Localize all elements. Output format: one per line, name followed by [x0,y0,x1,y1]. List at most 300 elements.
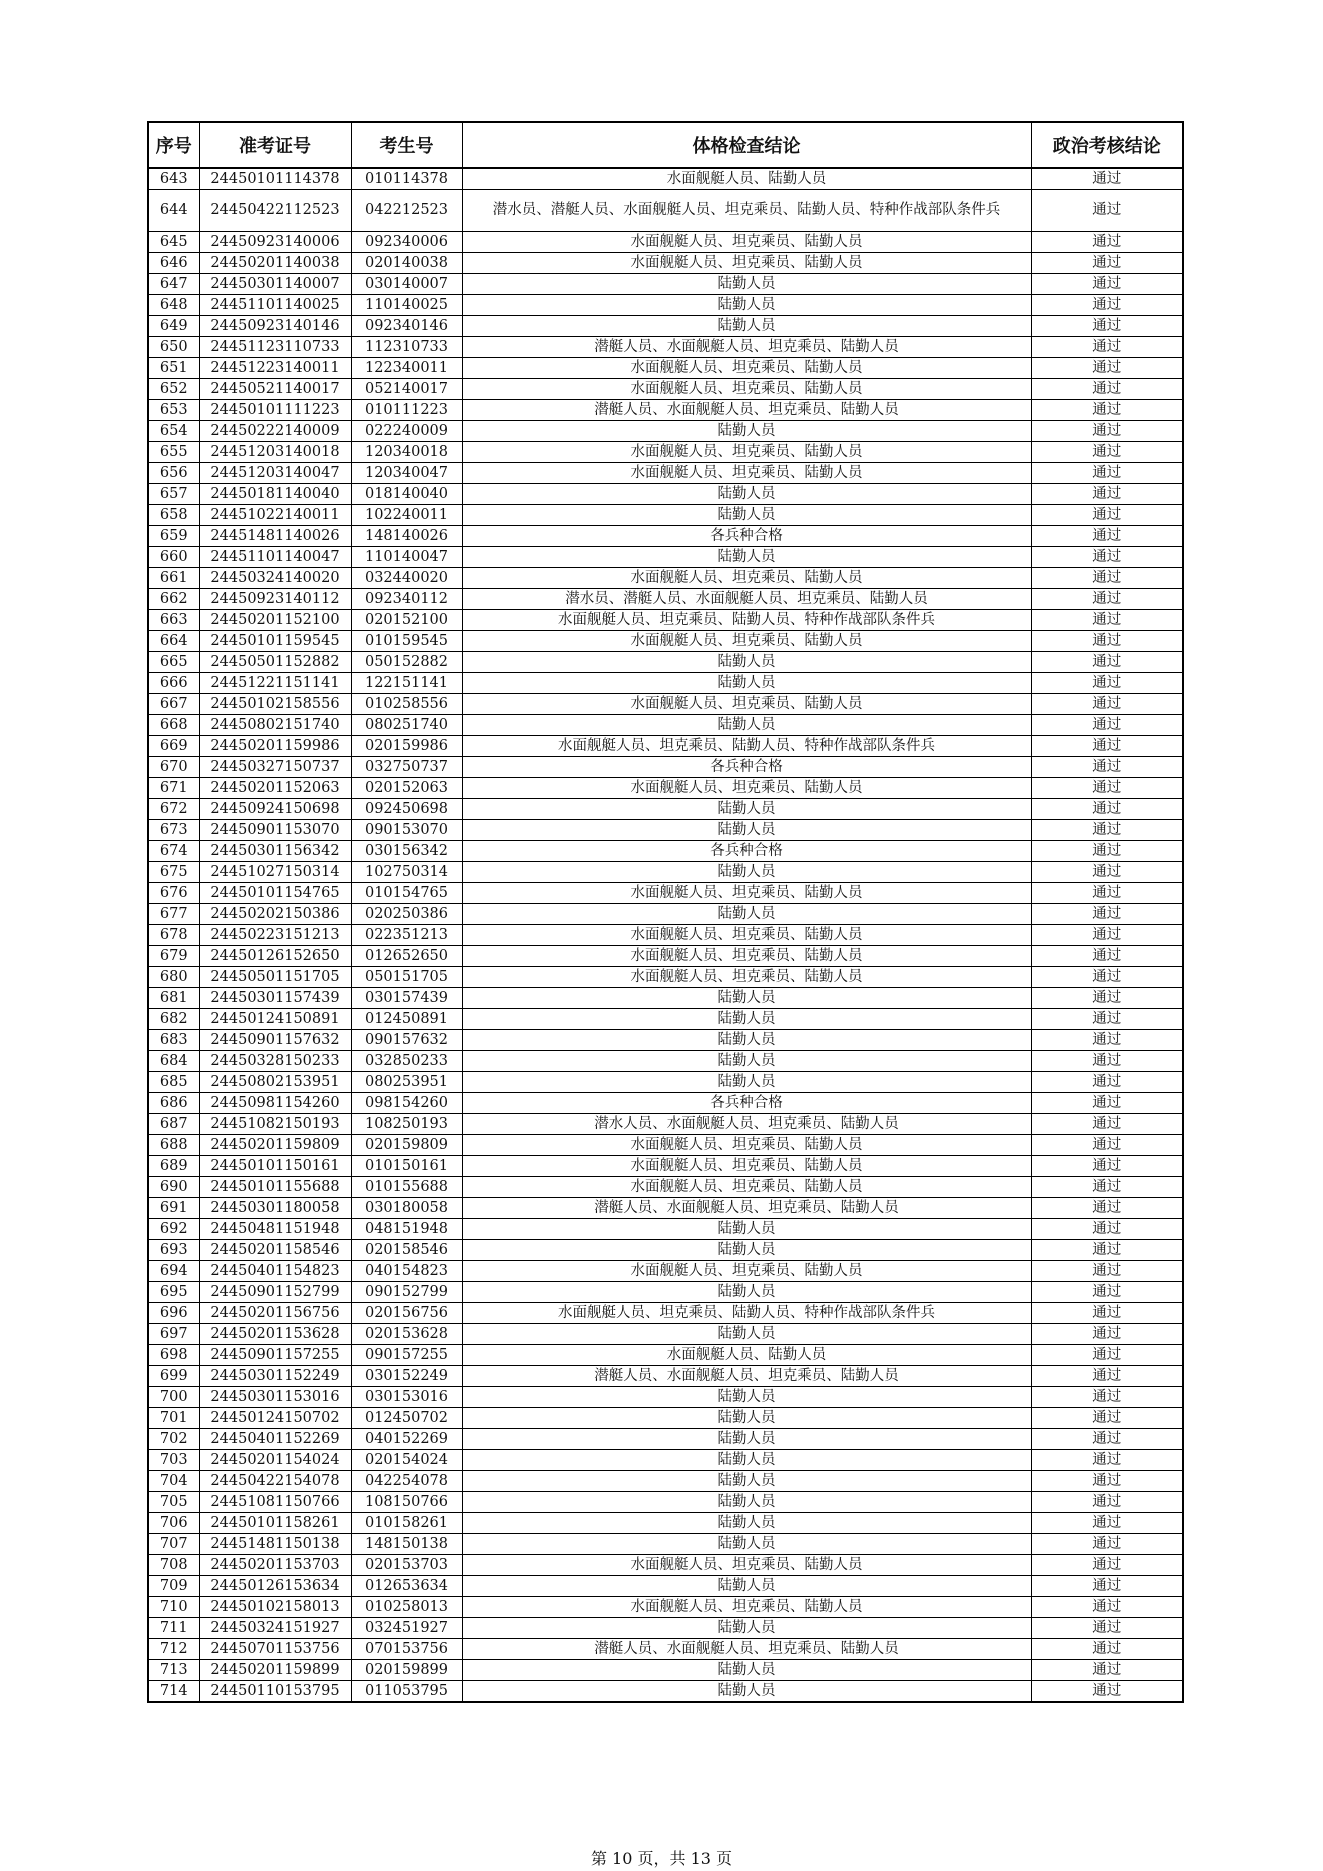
cell-serial-number: 671 [148,778,199,799]
cell-serial-number: 652 [148,379,199,400]
cell-physical-exam-conclusion: 水面舰艇人员、坦克乘员、陆勤人员 [462,232,1031,253]
cell-serial-number: 681 [148,988,199,1009]
table-row [148,799,1183,820]
cell-admission-ticket-number: 24450101114378 [199,168,351,190]
cell-serial-number: 663 [148,610,199,631]
cell-admission-ticket-number: 24450301140007 [199,274,351,295]
table-row [148,862,1183,883]
cell-candidate-number: 032750737 [351,757,462,778]
cell-political-review-conclusion: 通过 [1031,1660,1183,1681]
cell-political-review-conclusion: 通过 [1031,883,1183,904]
cell-political-review-conclusion: 通过 [1031,358,1183,379]
cell-candidate-number: 010159545 [351,631,462,652]
table-row [148,1072,1183,1093]
cell-admission-ticket-number: 24451101140025 [199,295,351,316]
cell-physical-exam-conclusion: 水面舰艇人员、坦克乘员、陆勤人员 [462,1555,1031,1576]
cell-physical-exam-conclusion: 水面舰艇人员、陆勤人员 [462,168,1031,190]
cell-serial-number: 683 [148,1030,199,1051]
cell-admission-ticket-number: 24451481150138 [199,1534,351,1555]
cell-physical-exam-conclusion: 陆勤人员 [462,1534,1031,1555]
cell-political-review-conclusion: 通过 [1031,988,1183,1009]
cell-candidate-number: 020250386 [351,904,462,925]
cell-physical-exam-conclusion: 各兵种合格 [462,757,1031,778]
cell-serial-number: 648 [148,295,199,316]
cell-political-review-conclusion: 通过 [1031,568,1183,589]
cell-admission-ticket-number: 24450324140020 [199,568,351,589]
table-row [148,168,1183,190]
cell-physical-exam-conclusion: 陆勤人员 [462,820,1031,841]
cell-physical-exam-conclusion: 水面舰艇人员、坦克乘员、陆勤人员 [462,442,1031,463]
table-row [148,841,1183,862]
cell-admission-ticket-number: 24450201159899 [199,1660,351,1681]
cell-candidate-number: 110140025 [351,295,462,316]
cell-serial-number: 708 [148,1555,199,1576]
cell-candidate-number: 012653634 [351,1576,462,1597]
table-row [148,1219,1183,1240]
cell-serial-number: 711 [148,1618,199,1639]
cell-serial-number: 678 [148,925,199,946]
cell-admission-ticket-number: 24450301152249 [199,1366,351,1387]
cell-political-review-conclusion: 通过 [1031,316,1183,337]
table-row [148,1240,1183,1261]
cell-physical-exam-conclusion: 水面舰艇人员、坦克乘员、陆勤人员 [462,925,1031,946]
table-row [148,1366,1183,1387]
cell-candidate-number: 050151705 [351,967,462,988]
cell-serial-number: 645 [148,232,199,253]
cell-political-review-conclusion: 通过 [1031,1408,1183,1429]
cell-physical-exam-conclusion: 水面舰艇人员、坦克乘员、陆勤人员 [462,1261,1031,1282]
cell-political-review-conclusion: 通过 [1031,1597,1183,1618]
cell-admission-ticket-number: 24450501151705 [199,967,351,988]
cell-serial-number: 680 [148,967,199,988]
header-candidate-number: 考生号 [351,122,462,168]
table-row [148,1429,1183,1450]
cell-political-review-conclusion: 通过 [1031,1156,1183,1177]
table-row [148,1282,1183,1303]
cell-serial-number: 649 [148,316,199,337]
cell-candidate-number: 020152100 [351,610,462,631]
cell-political-review-conclusion: 通过 [1031,400,1183,421]
cell-candidate-number: 092340112 [351,589,462,610]
cell-serial-number: 707 [148,1534,199,1555]
table-row [148,1408,1183,1429]
cell-candidate-number: 120340047 [351,463,462,484]
cell-candidate-number: 098154260 [351,1093,462,1114]
cell-serial-number: 655 [148,442,199,463]
cell-political-review-conclusion: 通过 [1031,1114,1183,1135]
table-row [148,358,1183,379]
table-row [148,442,1183,463]
cell-political-review-conclusion: 通过 [1031,1324,1183,1345]
cell-candidate-number: 032850233 [351,1051,462,1072]
cell-serial-number: 689 [148,1156,199,1177]
cell-admission-ticket-number: 24450327150737 [199,757,351,778]
cell-serial-number: 667 [148,694,199,715]
table-row [148,1681,1183,1703]
table-row [148,988,1183,1009]
cell-candidate-number: 018140040 [351,484,462,505]
cell-political-review-conclusion: 通过 [1031,1555,1183,1576]
table-row [148,673,1183,694]
cell-serial-number: 677 [148,904,199,925]
cell-physical-exam-conclusion: 陆勤人员 [462,1618,1031,1639]
cell-admission-ticket-number: 24451123110733 [199,337,351,358]
cell-physical-exam-conclusion: 陆勤人员 [462,1030,1031,1051]
header-admission-ticket-number: 准考证号 [199,122,351,168]
cell-serial-number: 675 [148,862,199,883]
cell-admission-ticket-number: 24450501152882 [199,652,351,673]
cell-physical-exam-conclusion: 陆勤人员 [462,1450,1031,1471]
cell-candidate-number: 122151141 [351,673,462,694]
cell-physical-exam-conclusion: 潜艇人员、水面舰艇人员、坦克乘员、陆勤人员 [462,1639,1031,1660]
cell-physical-exam-conclusion: 水面舰艇人员、坦克乘员、陆勤人员 [462,946,1031,967]
table-row [148,1030,1183,1051]
cell-candidate-number: 110140047 [351,547,462,568]
cell-candidate-number: 020159986 [351,736,462,757]
cell-serial-number: 686 [148,1093,199,1114]
cell-physical-exam-conclusion: 陆勤人员 [462,1471,1031,1492]
cell-candidate-number: 020153703 [351,1555,462,1576]
table-row [148,694,1183,715]
cell-candidate-number: 020153628 [351,1324,462,1345]
cell-political-review-conclusion: 通过 [1031,1261,1183,1282]
cell-serial-number: 691 [148,1198,199,1219]
cell-serial-number: 696 [148,1303,199,1324]
cell-admission-ticket-number: 24450222140009 [199,421,351,442]
cell-serial-number: 701 [148,1408,199,1429]
cell-physical-exam-conclusion: 水面舰艇人员、坦克乘员、陆勤人员 [462,463,1031,484]
cell-admission-ticket-number: 24450324151927 [199,1618,351,1639]
cell-candidate-number: 030157439 [351,988,462,1009]
cell-political-review-conclusion: 通过 [1031,757,1183,778]
cell-admission-ticket-number: 24450101111223 [199,400,351,421]
cell-physical-exam-conclusion: 陆勤人员 [462,505,1031,526]
cell-serial-number: 699 [148,1366,199,1387]
cell-admission-ticket-number: 24450901157255 [199,1345,351,1366]
cell-political-review-conclusion: 通过 [1031,1051,1183,1072]
cell-physical-exam-conclusion: 陆勤人员 [462,1576,1031,1597]
cell-political-review-conclusion: 通过 [1031,778,1183,799]
cell-candidate-number: 090157632 [351,1030,462,1051]
table-row [148,463,1183,484]
table-row [148,925,1183,946]
cell-admission-ticket-number: 24450102158013 [199,1597,351,1618]
cell-candidate-number: 010114378 [351,168,462,190]
cell-admission-ticket-number: 24450301157439 [199,988,351,1009]
cell-candidate-number: 012652650 [351,946,462,967]
cell-physical-exam-conclusion: 各兵种合格 [462,526,1031,547]
cell-physical-exam-conclusion: 水面舰艇人员、坦克乘员、陆勤人员 [462,694,1031,715]
cell-serial-number: 669 [148,736,199,757]
cell-candidate-number: 040152269 [351,1429,462,1450]
cell-political-review-conclusion: 通过 [1031,379,1183,400]
cell-admission-ticket-number: 24450802151740 [199,715,351,736]
table-row [148,190,1183,232]
cell-admission-ticket-number: 24450401152269 [199,1429,351,1450]
table-row [148,1534,1183,1555]
cell-political-review-conclusion: 通过 [1031,1177,1183,1198]
cell-candidate-number: 012450702 [351,1408,462,1429]
cell-candidate-number: 011053795 [351,1681,462,1703]
cell-admission-ticket-number: 24451223140011 [199,358,351,379]
cell-political-review-conclusion: 通过 [1031,484,1183,505]
cell-physical-exam-conclusion: 陆勤人员 [462,1660,1031,1681]
cell-physical-exam-conclusion: 陆勤人员 [462,295,1031,316]
cell-candidate-number: 010258013 [351,1597,462,1618]
cell-admission-ticket-number: 24450124150891 [199,1009,351,1030]
cell-physical-exam-conclusion: 水面舰艇人员、坦克乘员、陆勤人员 [462,778,1031,799]
cell-candidate-number: 148150138 [351,1534,462,1555]
table-row [148,253,1183,274]
cell-serial-number: 664 [148,631,199,652]
cell-admission-ticket-number: 24450201152100 [199,610,351,631]
cell-physical-exam-conclusion: 水面舰艇人员、坦克乘员、陆勤人员 [462,253,1031,274]
cell-physical-exam-conclusion: 水面舰艇人员、坦克乘员、陆勤人员、特种作战部队条件兵 [462,1303,1031,1324]
table-row [148,652,1183,673]
cell-political-review-conclusion: 通过 [1031,1303,1183,1324]
cell-physical-exam-conclusion: 陆勤人员 [462,1513,1031,1534]
cell-political-review-conclusion: 通过 [1031,1198,1183,1219]
cell-candidate-number: 010258556 [351,694,462,715]
table-row [148,631,1183,652]
cell-physical-exam-conclusion: 各兵种合格 [462,1093,1031,1114]
table-row [148,967,1183,988]
cell-admission-ticket-number: 24450802153951 [199,1072,351,1093]
cell-admission-ticket-number: 24450201140038 [199,253,351,274]
cell-physical-exam-conclusion: 潜艇人员、水面舰艇人员、坦克乘员、陆勤人员 [462,1366,1031,1387]
cell-political-review-conclusion: 通过 [1031,1387,1183,1408]
cell-candidate-number: 122340011 [351,358,462,379]
table-row [148,1156,1183,1177]
table-row [148,1198,1183,1219]
cell-physical-exam-conclusion: 水面舰艇人员、坦克乘员、陆勤人员 [462,568,1031,589]
cell-political-review-conclusion: 通过 [1031,1534,1183,1555]
cell-political-review-conclusion: 通过 [1031,337,1183,358]
cell-physical-exam-conclusion: 陆勤人员 [462,1681,1031,1703]
table-row [148,1114,1183,1135]
cell-serial-number: 659 [148,526,199,547]
cell-serial-number: 658 [148,505,199,526]
cell-candidate-number: 030140007 [351,274,462,295]
cell-physical-exam-conclusion: 水面舰艇人员、坦克乘员、陆勤人员 [462,358,1031,379]
cell-candidate-number: 042254078 [351,1471,462,1492]
cell-candidate-number: 030156342 [351,841,462,862]
page-footer: 第 10 页，共 13 页 [590,1849,733,1868]
cell-candidate-number: 010158261 [351,1513,462,1534]
cell-political-review-conclusion: 通过 [1031,841,1183,862]
cell-candidate-number: 120340018 [351,442,462,463]
cell-admission-ticket-number: 24450102158556 [199,694,351,715]
cell-physical-exam-conclusion: 陆勤人员 [462,988,1031,1009]
cell-admission-ticket-number: 24450101155688 [199,1177,351,1198]
cell-political-review-conclusion: 通过 [1031,1639,1183,1660]
cell-admission-ticket-number: 24450422154078 [199,1471,351,1492]
cell-political-review-conclusion: 通过 [1031,1135,1183,1156]
table-body [148,168,1183,1702]
cell-serial-number: 693 [148,1240,199,1261]
cell-candidate-number: 022351213 [351,925,462,946]
cell-physical-exam-conclusion: 各兵种合格 [462,841,1031,862]
cell-candidate-number: 010150161 [351,1156,462,1177]
cell-political-review-conclusion: 通过 [1031,862,1183,883]
cell-physical-exam-conclusion: 潜艇人员、水面舰艇人员、坦克乘员、陆勤人员 [462,337,1031,358]
cell-physical-exam-conclusion: 陆勤人员 [462,904,1031,925]
cell-physical-exam-conclusion: 陆勤人员 [462,316,1031,337]
cell-serial-number: 698 [148,1345,199,1366]
cell-political-review-conclusion: 通过 [1031,904,1183,925]
table-row [148,505,1183,526]
cell-physical-exam-conclusion: 陆勤人员 [462,1324,1031,1345]
cell-admission-ticket-number: 24450201154024 [199,1450,351,1471]
cell-candidate-number: 030180058 [351,1198,462,1219]
cell-physical-exam-conclusion: 潜艇人员、水面舰艇人员、坦克乘员、陆勤人员 [462,400,1031,421]
cell-political-review-conclusion: 通过 [1031,652,1183,673]
cell-admission-ticket-number: 24450202150386 [199,904,351,925]
cell-physical-exam-conclusion: 陆勤人员 [462,1072,1031,1093]
cell-admission-ticket-number: 24450924150698 [199,799,351,820]
cell-physical-exam-conclusion: 陆勤人员 [462,1240,1031,1261]
cell-admission-ticket-number: 24450521140017 [199,379,351,400]
cell-political-review-conclusion: 通过 [1031,253,1183,274]
table-row [148,1576,1183,1597]
cell-admission-ticket-number: 24450126152650 [199,946,351,967]
table-row [148,757,1183,778]
cell-admission-ticket-number: 24450981154260 [199,1093,351,1114]
cell-admission-ticket-number: 24450101150161 [199,1156,351,1177]
cell-admission-ticket-number: 24451481140026 [199,526,351,547]
cell-physical-exam-conclusion: 水面舰艇人员、坦克乘员、陆勤人员、特种作战部队条件兵 [462,736,1031,757]
cell-admission-ticket-number: 24450923140112 [199,589,351,610]
cell-candidate-number: 030152249 [351,1366,462,1387]
cell-political-review-conclusion: 通过 [1031,589,1183,610]
table-row [148,274,1183,295]
table-row [148,820,1183,841]
cell-political-review-conclusion: 通过 [1031,1072,1183,1093]
cell-admission-ticket-number: 24450181140040 [199,484,351,505]
cell-serial-number: 653 [148,400,199,421]
cell-serial-number: 697 [148,1324,199,1345]
table-row [148,1555,1183,1576]
cell-serial-number: 660 [148,547,199,568]
cell-physical-exam-conclusion: 水面舰艇人员、坦克乘员、陆勤人员、特种作战部队条件兵 [462,610,1031,631]
cell-candidate-number: 080251740 [351,715,462,736]
table-row [148,1492,1183,1513]
cell-physical-exam-conclusion: 潜水员、潜艇人员、水面舰艇人员、坦克乘员、陆勤人员 [462,589,1031,610]
cell-candidate-number: 022240009 [351,421,462,442]
cell-physical-exam-conclusion: 陆勤人员 [462,715,1031,736]
cell-serial-number: 670 [148,757,199,778]
cell-serial-number: 695 [148,1282,199,1303]
cell-candidate-number: 012450891 [351,1009,462,1030]
cell-admission-ticket-number: 24450301156342 [199,841,351,862]
cell-physical-exam-conclusion: 陆勤人员 [462,1429,1031,1450]
cell-admission-ticket-number: 24450223151213 [199,925,351,946]
cell-admission-ticket-number: 24450422112523 [199,190,351,232]
cell-admission-ticket-number: 24450701153756 [199,1639,351,1660]
cell-physical-exam-conclusion: 陆勤人员 [462,1492,1031,1513]
cell-physical-exam-conclusion: 潜水员、潜艇人员、水面舰艇人员、坦克乘员、陆勤人员、特种作战部队条件兵 [462,190,1031,232]
cell-political-review-conclusion: 通过 [1031,1009,1183,1030]
cell-admission-ticket-number: 24450201152063 [199,778,351,799]
header-political-review-conclusion: 政治考核结论 [1031,122,1183,168]
cell-admission-ticket-number: 24450481151948 [199,1219,351,1240]
cell-serial-number: 709 [148,1576,199,1597]
cell-political-review-conclusion: 通过 [1031,295,1183,316]
cell-serial-number: 700 [148,1387,199,1408]
cell-serial-number: 647 [148,274,199,295]
table-row [148,1450,1183,1471]
cell-political-review-conclusion: 通过 [1031,505,1183,526]
cell-physical-exam-conclusion: 陆勤人员 [462,274,1031,295]
cell-serial-number: 685 [148,1072,199,1093]
cell-candidate-number: 048151948 [351,1219,462,1240]
table-row [148,379,1183,400]
cell-admission-ticket-number: 24450923140146 [199,316,351,337]
cell-physical-exam-conclusion: 水面舰艇人员、坦克乘员、陆勤人员 [462,631,1031,652]
cell-admission-ticket-number: 24450301180058 [199,1198,351,1219]
cell-serial-number: 673 [148,820,199,841]
cell-political-review-conclusion: 通过 [1031,631,1183,652]
cell-candidate-number: 108150766 [351,1492,462,1513]
cell-serial-number: 684 [148,1051,199,1072]
cell-political-review-conclusion: 通过 [1031,610,1183,631]
cell-candidate-number: 092450698 [351,799,462,820]
cell-admission-ticket-number: 24451203140047 [199,463,351,484]
cell-admission-ticket-number: 24451221151141 [199,673,351,694]
cell-physical-exam-conclusion: 水面舰艇人员、坦克乘员、陆勤人员 [462,379,1031,400]
cell-candidate-number: 020154024 [351,1450,462,1471]
cell-political-review-conclusion: 通过 [1031,820,1183,841]
cell-candidate-number: 020140038 [351,253,462,274]
cell-political-review-conclusion: 通过 [1031,190,1183,232]
cell-physical-exam-conclusion: 陆勤人员 [462,1009,1031,1030]
cell-serial-number: 690 [148,1177,199,1198]
header-serial-number: 序号 [148,122,199,168]
table-row [148,1597,1183,1618]
table-row [148,526,1183,547]
cell-admission-ticket-number: 24451082150193 [199,1114,351,1135]
cell-physical-exam-conclusion: 水面舰艇人员、坦克乘员、陆勤人员 [462,1156,1031,1177]
cell-admission-ticket-number: 24451022140011 [199,505,351,526]
cell-physical-exam-conclusion: 水面舰艇人员、坦克乘员、陆勤人员 [462,967,1031,988]
cell-political-review-conclusion: 通过 [1031,1219,1183,1240]
cell-serial-number: 654 [148,421,199,442]
cell-physical-exam-conclusion: 潜艇人员、水面舰艇人员、坦克乘员、陆勤人员 [462,1198,1031,1219]
cell-admission-ticket-number: 24451081150766 [199,1492,351,1513]
cell-candidate-number: 092340146 [351,316,462,337]
cell-admission-ticket-number: 24450110153795 [199,1681,351,1703]
table-row [148,1660,1183,1681]
cell-political-review-conclusion: 通过 [1031,715,1183,736]
cell-political-review-conclusion: 通过 [1031,1345,1183,1366]
cell-serial-number: 672 [148,799,199,820]
results-table [147,121,1184,1703]
cell-political-review-conclusion: 通过 [1031,463,1183,484]
cell-admission-ticket-number: 24450328150233 [199,1051,351,1072]
cell-political-review-conclusion: 通过 [1031,1576,1183,1597]
cell-physical-exam-conclusion: 陆勤人员 [462,1387,1031,1408]
cell-political-review-conclusion: 通过 [1031,673,1183,694]
cell-political-review-conclusion: 通过 [1031,694,1183,715]
cell-political-review-conclusion: 通过 [1031,1240,1183,1261]
cell-admission-ticket-number: 24450201156756 [199,1303,351,1324]
cell-political-review-conclusion: 通过 [1031,1093,1183,1114]
cell-political-review-conclusion: 通过 [1031,442,1183,463]
cell-admission-ticket-number: 24450101159545 [199,631,351,652]
cell-candidate-number: 092340006 [351,232,462,253]
table-row [148,316,1183,337]
cell-physical-exam-conclusion: 水面舰艇人员、坦克乘员、陆勤人员 [462,1597,1031,1618]
